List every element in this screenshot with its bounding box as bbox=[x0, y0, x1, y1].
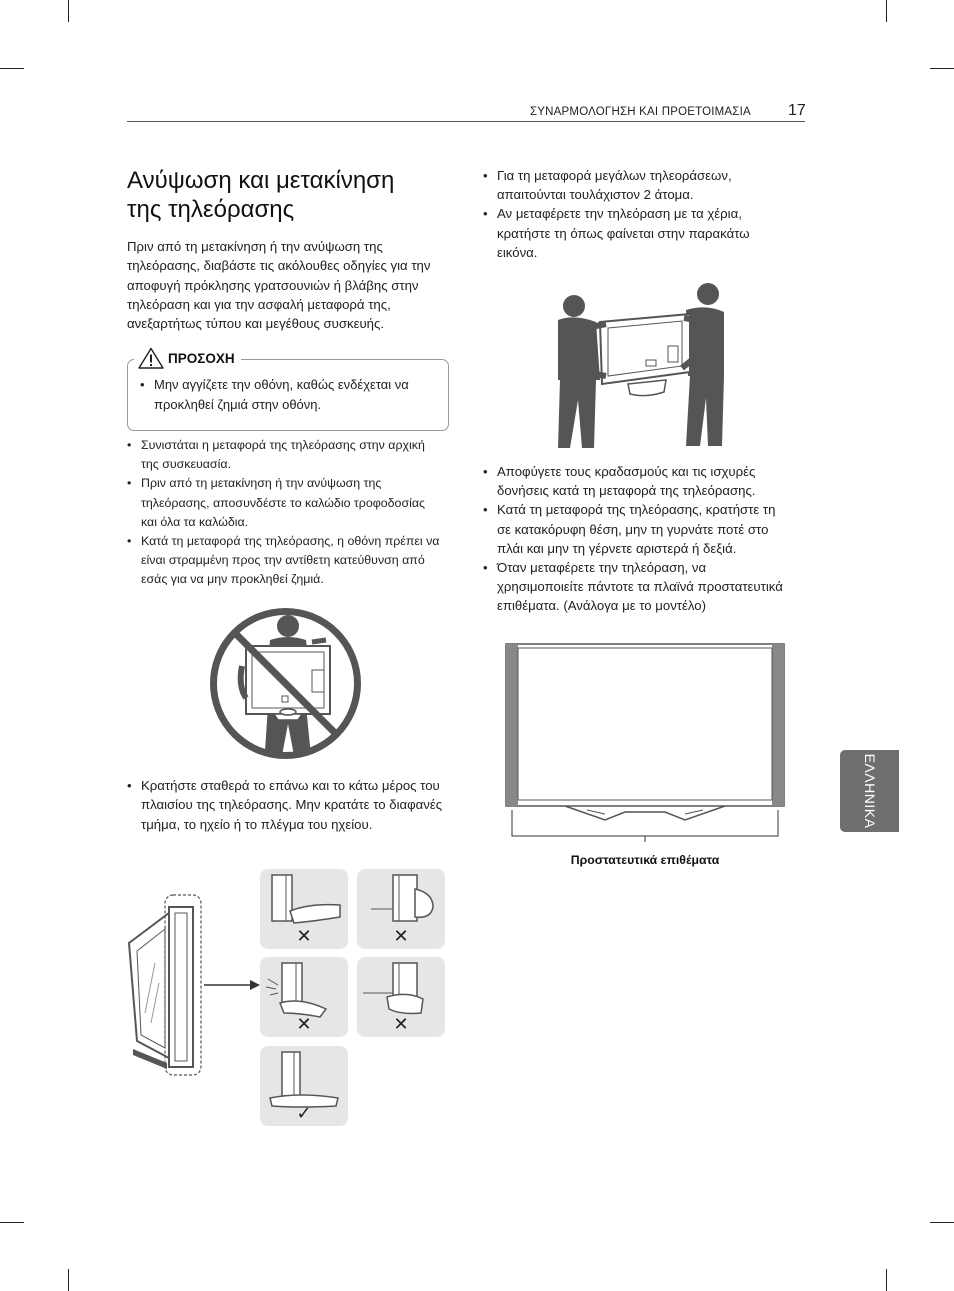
crop-mark bbox=[0, 68, 24, 69]
arrow-icon bbox=[204, 977, 264, 993]
list-item: • Μην αγγίζετε την οθόνη, καθώς ενδέχεται να προκληθεί ζημιά στην οθόνη. bbox=[140, 375, 440, 414]
caution-label: ΠΡΟΣΟΧΗ bbox=[168, 350, 235, 366]
grip-mark: ✕ bbox=[296, 926, 312, 946]
list-item: • Κατά τη μεταφορά της τηλεόρασης, κρατήστε τη σε κατακόρυφη θέση, μην τη γυρνάτε ποτέ στο πλάι και μην τη γέρνετε αριστερά ή δεξιά. bbox=[483, 500, 793, 558]
figure-caption: Προστατευτικά επιθέματα bbox=[570, 853, 720, 867]
crop-mark bbox=[68, 0, 69, 22]
page-number: 17 bbox=[788, 102, 806, 119]
intro-paragraph: Πριν από τη μετακίνηση ή την ανύψωση της τηλεόρασης, διαβάστε τις ακόλουθες οδηγίες για την αποφυγή πρόκλησης γρατσουνιών ή βλάβης στην τηλεόραση και για την ασφαλή μεταφορά της, ανεξαρτήτως τύπου και μεγέθους συσκευής. bbox=[127, 239, 431, 332]
tv-protective-pads-illustration bbox=[505, 642, 785, 842]
crop-mark bbox=[886, 1269, 887, 1291]
grip-panel-wrong-1 bbox=[260, 869, 348, 949]
list-item: • Πριν από τη μετακίνηση ή την ανύψωση της τηλεόρασης, αποσυνδέστε το καλώδιο τροφοδοσίας και όλα τα καλώδια. bbox=[127, 474, 442, 532]
list-item: • Για τη μεταφορά μεγάλων τηλεοράσεων, απαιτούνται τουλάχιστον 2 άτομα. bbox=[483, 166, 793, 204]
carry-notes-list bbox=[483, 166, 793, 262]
warning-triangle-icon bbox=[138, 347, 164, 369]
transport-safety-list bbox=[483, 462, 793, 616]
grip-mark: ✕ bbox=[393, 1014, 409, 1034]
crop-mark bbox=[930, 1222, 954, 1223]
list-item: • Όταν μεταφέρετε την τηλεόραση, να χρησιμοποιείτε πάντοτε τα πλαϊνά προστατευτικά επιθέματα. (Ανάλογα με το μοντέλο) bbox=[483, 558, 793, 616]
title-line-1: Ανύψωση και μετακίνηση bbox=[127, 167, 395, 194]
crop-mark bbox=[886, 0, 887, 22]
two-person-carry-illustration bbox=[556, 280, 726, 450]
grip-panel-correct bbox=[260, 1046, 348, 1126]
list-item: • Κρατήστε σταθερά το επάνω και το κάτω μέρος του πλαισίου της τηλεόρασης. Μην κρατάτε το διαφανές τμήμα, το ηχείο ή το πλέγμα του ηχείου. bbox=[127, 776, 447, 834]
holding-instructions-list bbox=[127, 776, 447, 834]
list-item: • Αν μεταφέρετε την τηλεόραση με τα χέρια, κρατήστε τη όπως φαίνεται στην παρακάτω εικόνα. bbox=[483, 204, 793, 262]
running-header: ΣΥΝΑΡΜΟΛΟΓΗΣΗ ΚΑΙ ΠΡΟΕΤΟΙΜΑΣΙΑ bbox=[530, 106, 751, 118]
grip-panel-wrong-3 bbox=[260, 957, 348, 1037]
language-tab bbox=[840, 750, 899, 832]
list-item: • Αποφύγετε τους κραδασμούς και τις ισχυρές δονήσεις κατά τη μεταφορά της τηλεόρασης. bbox=[483, 462, 793, 500]
header-rule bbox=[127, 121, 805, 122]
crop-mark bbox=[930, 68, 954, 69]
transport-notes-list bbox=[127, 436, 442, 590]
grip-mark: ✓ bbox=[296, 1103, 312, 1123]
list-item: • Κατά τη μεταφορά της τηλεόρασης, η οθόνη πρέπει να είναι στραμμένη προς την αντίθετη κατεύθυνση από εσάς για να μην προκληθεί ζημιά. bbox=[127, 532, 442, 590]
grip-panel-wrong-4 bbox=[357, 957, 445, 1037]
grip-mark: ✕ bbox=[296, 1014, 312, 1034]
wrong-carry-illustration bbox=[208, 606, 363, 761]
grip-panel-wrong-2 bbox=[357, 869, 445, 949]
caution-list bbox=[140, 375, 440, 414]
grip-mark: ✕ bbox=[393, 926, 409, 946]
page-title bbox=[127, 166, 447, 224]
language-tab-label: ΕΛΛΗΝΙΚΑ bbox=[861, 753, 878, 829]
crop-mark bbox=[68, 1269, 69, 1291]
title-line-2: της τηλεόρασης bbox=[127, 196, 295, 223]
list-item: • Συνιστάται η μεταφορά της τηλεόρασης στην αρχική της συσκευασία. bbox=[127, 436, 442, 474]
caution-heading bbox=[134, 345, 241, 371]
crop-mark bbox=[0, 1222, 24, 1223]
